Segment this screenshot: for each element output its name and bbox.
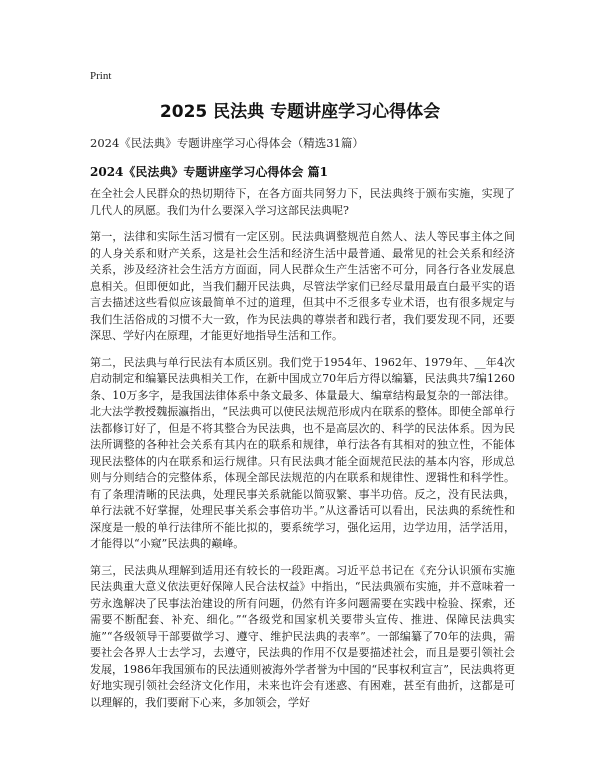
print-label: Print [90, 70, 112, 82]
page-title: 2025 民法典 专题讲座学习心得体会 [159, 102, 441, 122]
document-subtitle: 2024《民法典》专题讲座学习心得体会（精选31篇） [90, 136, 364, 150]
paragraph-intro: 在全社会人民群众的热切期待下，在各方面共同努力下，民法典终于颁布实施，实现了几代人的夙愿。我们为什么要深入学习这部民法典呢? [90, 187, 515, 217]
paragraph-third-point: 第三，民法典从理解到适用还有较长的一段距离。习近平总书记在《充分认识颁布实施民法典重大意义依法更好保障人民合法权益》中指出，“民法典颁布实施，并不意味着一劳永逸解决了民事法治建设的所有问题，仍然有许多问题需要在实践中检验、探索，还需要不断配套、补充、细化。”“各级党和国家机关要带头宣传、推进、保障民法典实施”“各级领导干部要做学习、遵守、维护民法典的表率”。一部编纂了70年的法典，需要社会各界人士去学习，去遵守，民法典的作用不仅是要描述社会，而且是要引领社会发展，1986年我国颁布的民法通则被海外学者誉为中国的“民事权利宣言”，民法典将更好地实现引领社会经济文化作用，未来也许会有迷惑、有困难，甚至有曲折，这都是可以理解的，我们要耐下心来，多加领会，学好 [90, 563, 515, 709]
paragraph-first-point: 第一，法律和实际生活习惯有一定区别。民法典调整规范自然人、法人等民事主体之间的人身关系和财产关系，这是社会生活和经济生活中最普通、最常见的社会关系和经济关系，涉及经济社会生活方方面面，同人民群众生产生活密不可分，同各行各业发展息息相关。但即便如此，当我们翻开民法典，尽管法学家们已经尽量用最直白最平实的语言去描述这些看似应该最简单不过的道理，但其中不乏很多专业术语，也有很多规定与我们生活俗成的习惯不大一致，作为民法典的尊崇者和践行者，我们要发现不同，还要深思、学好内在原理，才能更好地指导生活和工作。 [90, 230, 515, 342]
body-text [90, 186, 515, 721]
paragraph-second-point: 第二，民法典与单行民法有本质区别。我们党于1954年、1962年、1979年、__年4次启动制定和编纂民法典相关工作，在新中国成立70年后方得以编纂，民法典共7编1260条、10万多字，是我国法律体系中条文最多、体量最大、编章结构最复杂的一部法律。北大法学教授魏振瀛指出，“民法典可以使民法规范形成内在联系的整体。即使全部单行法都修订好了，但是不将其整合为民法典，也不是高层次的、科学的民法体系。因为民法所调整的各种社会关系有其内在的联系和规律，单行法各有其相对的独立性，不能体现民法整体的内在联系和运行规律。只有民法典才能全面规范民法的基本内容，形成总则与分则结合的完整体系，体现全部民法规范的内在联系和规律性、逻辑性和科学性。有了条理清晰的民法典，处理民事关系就能以简驭繁、事半功倍。反之，没有民法典，单行法就不好掌握，处理民事关系会事倍功半。”从这番话可以看出，民法典的系统性和深度是一般的单行法律所不能比拟的，要系统学习，强化运用，边学边用，活学活用，才能得以“小窥”民法典的巅峰。 [90, 355, 515, 550]
section-heading: 2024《民法典》专题讲座学习心得体会 篇1 [90, 165, 328, 179]
